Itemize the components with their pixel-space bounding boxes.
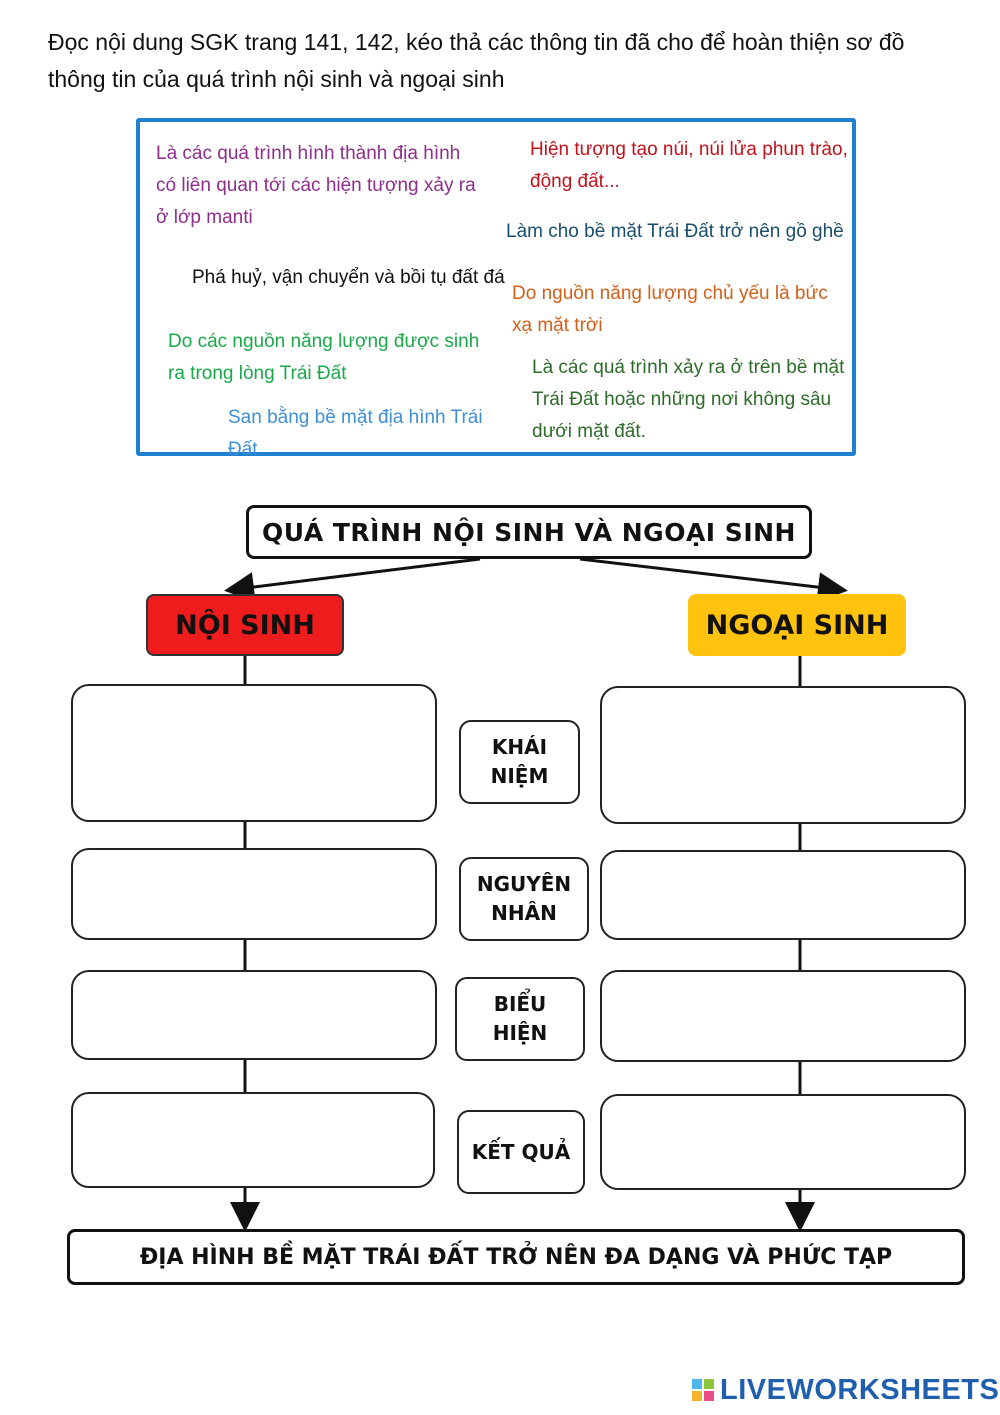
instruction-text: Đọc nội dung SGK trang 141, 142, kéo thả các thông tin đã cho để hoàn thiện sơ đồ thông tin của quá trình nội sinh và ngoại sinh (48, 29, 905, 92)
drop-zone-ngoai-sinh-khai-niem[interactable] (600, 686, 966, 824)
draggable-card[interactable]: Là các quá trình xảy ra ở trên bề mặt Trái Đất hoặc những nơi không sâu dưới mặt đất. (532, 357, 845, 442)
arrow-to-noi-sinh (230, 559, 480, 590)
logo-grid-icon (692, 1379, 714, 1401)
draggable-card[interactable]: San bằng bề mặt địa hình Trái Đất (228, 407, 483, 460)
ngoai-sinh-header: NGOẠI SINH (688, 594, 906, 656)
draggable-card[interactable]: Do các nguồn năng lượng được sinh ra trong lòng Trái Đất (168, 331, 480, 384)
row-label-nguyen-nhan: NGUYÊN NHÂN (459, 857, 589, 941)
diagram-footer: ĐỊA HÌNH BỀ MẶT TRÁI ĐẤT TRỞ NÊN ĐA DẠNG VÀ PHỨC TẠP (67, 1229, 965, 1285)
drop-zone-noi-sinh-khai-niem[interactable] (71, 684, 437, 822)
word-bank (136, 118, 856, 460)
draggable-card[interactable]: Làm cho bề mặt Trái Đất trở nên gồ ghề (506, 221, 844, 242)
drop-zone-noi-sinh-nguyen-nhan[interactable] (71, 848, 437, 940)
brand-name: LIVEWORKSHEETS (720, 1373, 1000, 1406)
draggable-card[interactable]: Phá huỷ, vận chuyển và bồi tụ đất đá (192, 267, 505, 288)
drop-zone-ngoai-sinh-bieu-hien[interactable] (600, 970, 966, 1062)
drop-zone-noi-sinh-bieu-hien[interactable] (71, 970, 437, 1060)
draggable-card[interactable]: Là các quá trình hình thành địa hình có liên quan tới các hiện tượng xảy ra ở lớp manti (156, 143, 476, 228)
draggable-card[interactable]: Do nguồn năng lượng chủ yếu là bức xạ mặt trời (512, 283, 828, 336)
diagram-title: QUÁ TRÌNH NỘI SINH VÀ NGOẠI SINH (246, 505, 812, 559)
draggable-card[interactable]: Hiện tượng tạo núi, núi lửa phun trào, động đất... (530, 139, 848, 192)
drop-zone-noi-sinh-ket-qua[interactable] (71, 1092, 435, 1188)
row-label-ket-qua: KẾT QUẢ (457, 1110, 585, 1194)
row-label-khai-niem: KHÁI NIỆM (459, 720, 580, 804)
noi-sinh-header: NỘI SINH (146, 594, 344, 656)
liveworksheets-logo (692, 1372, 999, 1408)
arrow-to-ngoai-sinh (580, 559, 842, 590)
drop-zone-ngoai-sinh-nguyen-nhan[interactable] (600, 850, 966, 940)
drop-zone-ngoai-sinh-ket-qua[interactable] (600, 1094, 966, 1190)
row-label-bieu-hien: BIỂU HIỆN (455, 977, 585, 1061)
